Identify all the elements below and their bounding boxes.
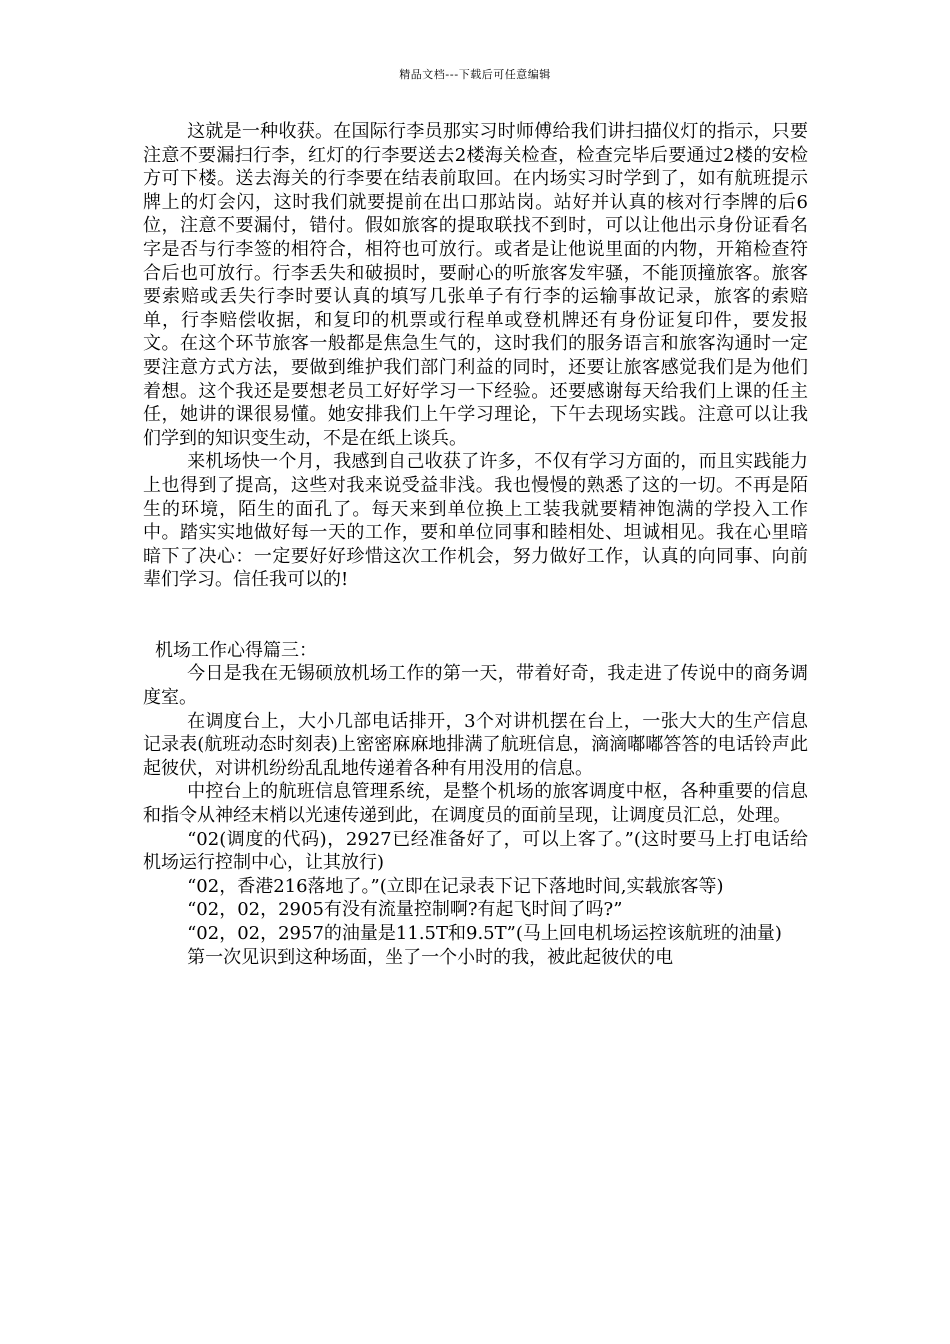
paragraph: “02，02，2905有没有流量控制啊?有起飞时间了吗?” <box>187 899 623 921</box>
paragraph: 这就是一种收获。在国际行李员那实习时师傅给我们讲扫描仪灯的指示，只要注意不要漏扫行李，红灯的行李要送去2楼海关检查，检查完毕后要通过2楼的安检方可下楼。送去海关的行李要在结表前取回。在内场实习时学到了，如有航班提示牌上的灯会闪，这时我们就要提前在出口那站岗。站好并认真的核对行李牌的后6位，注意不要漏付，错付。假如旅客的提取联找不到时，可以让他出示身份证看名字是否与行李签的相符合，相符也可放行。或者是让他说里面的内物，开箱检查符合后也可放行。行李丢失和破损时，要耐心的听旅客发牢骚，不能顶撞旅客。旅客要索赔或丢失行李时要认真的填写几张单子有行李的运输事故记录，旅客的索赔单，行李赔偿收据，和复印的机票或行程单或登机牌还有身份证复印件，要发报文。在这个环节旅客一般都是焦急生气的，这时我们的服务语言和旅客沟通时一定要注意方式方法，要做到维护我们部门利益的同时，还要让旅客感觉我们是为他们着想。这个我还是要想老员工好好学习一下经验。还要感谢每天给我们上课的任主任，她讲的课很易懂。她安排我们上午学习理论，下午去现场实践。注意可以让我们学到的知识变生动，不是在纸上谈兵。 <box>143 121 808 449</box>
paragraph: 今日是我在无锡硕放机场工作的第一天，带着好奇，我走进了传说中的商务调度室。 <box>143 663 808 709</box>
paragraph: 中控台上的航班信息管理系统，是整个机场的旅客调度中枢，各种重要的信息和指令从神经末梢以光速传递到此，在调度员的面前呈现，让调度员汇总，处理。 <box>143 781 808 827</box>
paragraph: 第一次见识到这种场面，坐了一个小时的我，被此起彼伏的电 <box>187 946 674 968</box>
paragraph: 在调度台上，大小几部电话排开，3个对讲机摆在台上，一张大大的生产信息记录表(航班动态时刻表)上密密麻麻地排满了航班信息，滴滴嘟嘟答答的电话铃声此起彼伏，对讲机纷纷乱乱地传递着各种有用没用的信息。 <box>143 710 808 779</box>
section-heading: 机场工作心得篇三： <box>155 639 317 661</box>
document-body <box>143 120 808 969</box>
paragraph: “02，香港216落地了。”(立即在记录表下记下落地时间,实载旅客等) <box>187 875 724 897</box>
paragraph: “02(调度的代码)，2927已经准备好了，可以上客了。”(这时要马上打电话给机场运行控制中心，让其放行) <box>143 828 808 874</box>
section-spacer <box>143 592 808 639</box>
page-header: 精品文档---下载后可任意编辑 <box>399 68 551 81</box>
paragraph: “02，02，2957的油量是11.5T和9.5T”(马上回电机场运控该航班的油量) <box>187 923 782 944</box>
paragraph: 来机场快一个月，我感到自己收获了许多，不仅有学习方面的，而且实践能力上也得到了提高，这些对我来说受益非浅。我也慢慢的熟悉了这的一切。不再是陌生的环境，陌生的面孔了。每天来到单位换上工装我就要精神饱满的学投入工作中。踏实实地做好每一天的工作，要和单位同事和睦相处、坦诚相见。我在心里暗暗下了决心：一定要好好珍惜这次工作机会，努力做好工作，认真的向同事、向前辈们学习。信任我可以的! <box>143 451 808 591</box>
